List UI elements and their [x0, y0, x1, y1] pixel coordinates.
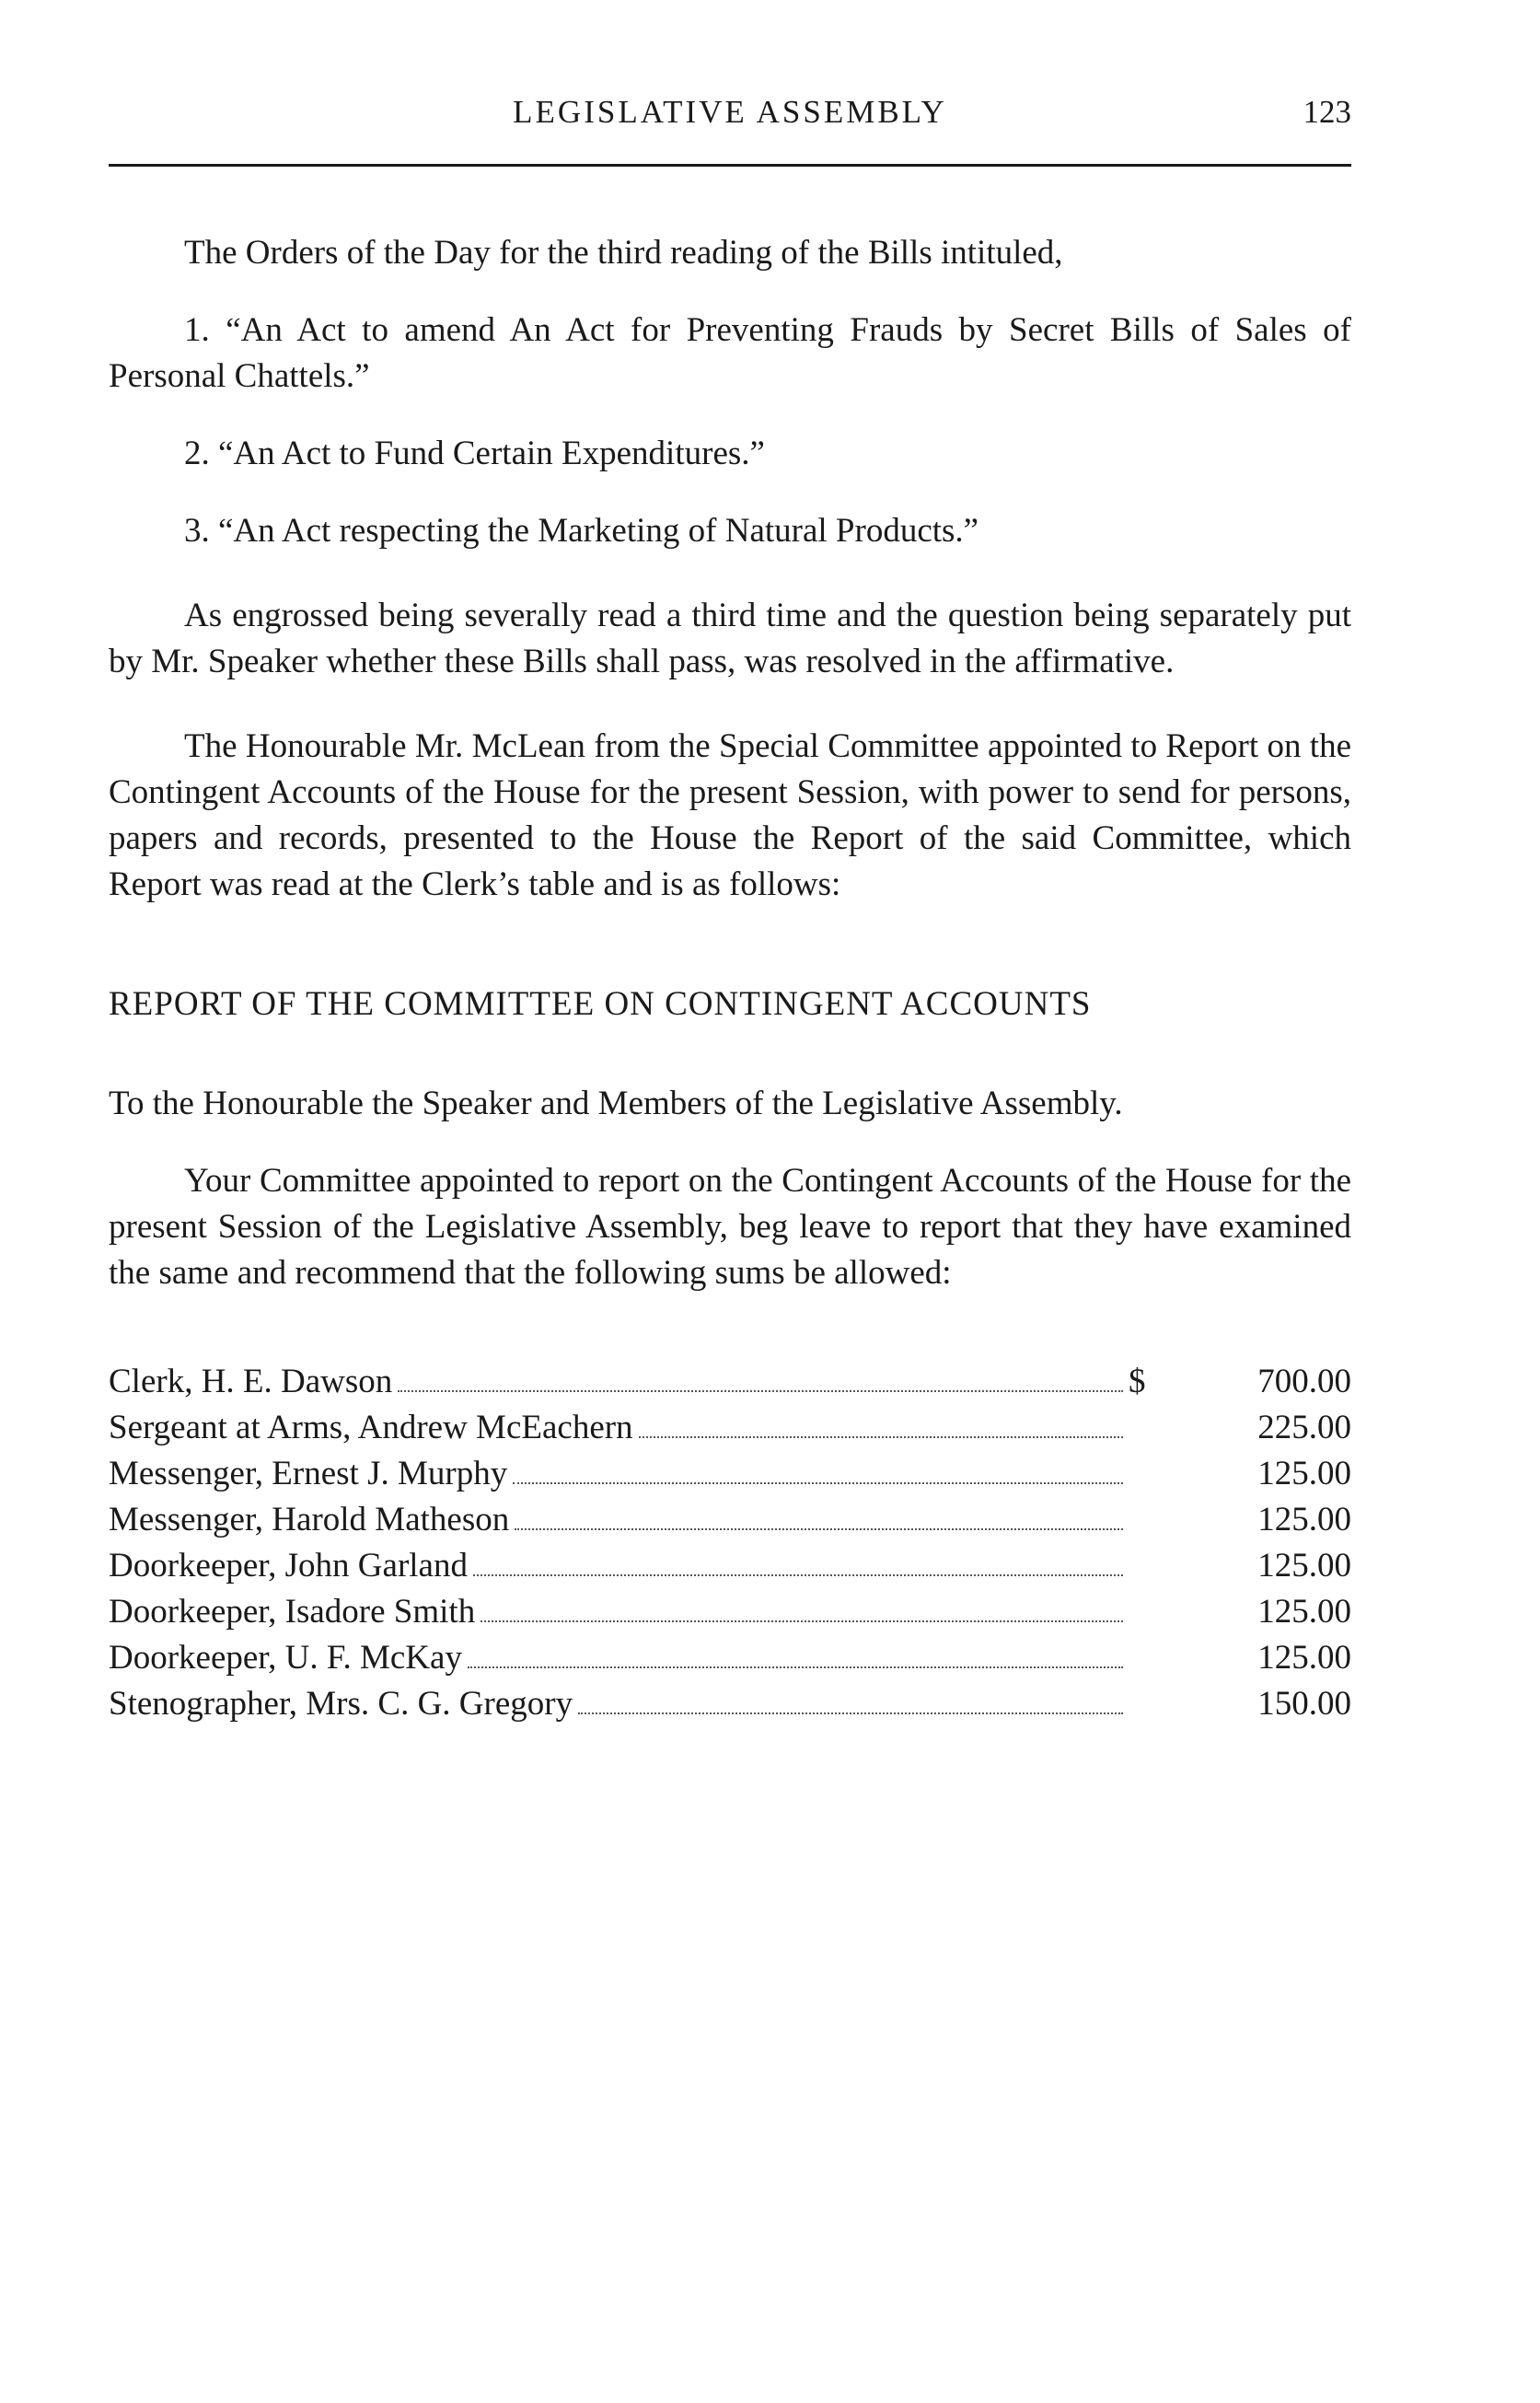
account-row: [109, 1681, 1351, 1727]
dot-leader: [639, 1436, 1123, 1438]
engrossed-paragraph: As engrossed being severally read a third time and the question being separately put by Mr. Speaker whether these Bills shall pass, was resolved in the affirmative.: [109, 597, 1351, 680]
currency-symbol: $: [1129, 1363, 1146, 1400]
account-row: [109, 1497, 1351, 1543]
account-amount: 125.00: [1257, 1547, 1351, 1585]
running-title: LEGISLATIVE ASSEMBLY: [513, 94, 947, 130]
account-label: Messenger, Ernest J. Murphy: [109, 1455, 508, 1492]
page-number: 123: [1303, 94, 1351, 130]
dot-leader: [515, 1528, 1123, 1530]
account-label: Sergeant at Arms, Andrew McEachern: [109, 1409, 633, 1446]
dot-leader: [513, 1482, 1123, 1484]
account-label: Doorkeeper, Isadore Smith: [109, 1593, 476, 1631]
account-label: Messenger, Harold Matheson: [109, 1501, 510, 1538]
address-paragraph: To the Honourable the Speaker and Members of the Legislative Assembly.: [109, 1085, 1123, 1122]
account-row: [109, 1451, 1351, 1497]
orders-intro-paragraph: The Orders of the Day for the third reading of the Bills intituled,: [184, 234, 1063, 272]
account-row: [109, 1405, 1351, 1451]
mclean-paragraph: The Honourable Mr. McLean from the Special Committee appointed to Report on the Contingent Accounts of the House for the present Session, with power to send for persons, papers and records, presented to the House the Report of the said Committee, which Report was read at the Clerk’s table and is as follows:: [109, 727, 1351, 903]
account-label: Doorkeeper, John Garland: [109, 1547, 468, 1585]
bill-item-3: 3. “An Act respecting the Marketing of Natural Products.”: [184, 512, 979, 550]
account-row: [109, 1589, 1351, 1635]
bill-item-2: 2. “An Act to Fund Certain Expenditures.”: [184, 435, 765, 472]
account-label: Stenographer, Mrs. C. G. Gregory: [109, 1685, 573, 1723]
account-row: [109, 1359, 1351, 1405]
bill-item-1: 1. “An Act to amend An Act for Preventing Frauds by Secret Bills of Sales of Personal Chattels.”: [109, 311, 1351, 395]
account-row: [109, 1635, 1351, 1681]
committee-paragraph: Your Committee appointed to report on the Contingent Accounts of the House for the present Session of the Legislative Assembly, beg leave to report that they have examined the same and recommend that the following sums be allowed:: [109, 1162, 1351, 1292]
dot-leader: [468, 1666, 1123, 1668]
account-label: Doorkeeper, U. F. McKay: [109, 1639, 462, 1677]
page-body: [109, 230, 1351, 1727]
dot-leader: [398, 1390, 1123, 1392]
account-amount: 125.00: [1257, 1455, 1351, 1492]
account-row: [109, 1543, 1351, 1589]
report-heading: REPORT OF THE COMMITTEE ON CONTINGENT ACCOUNTS: [109, 985, 1092, 1023]
header-rule: [109, 164, 1351, 167]
page-header: [109, 85, 1351, 140]
account-amount: 125.00: [1257, 1593, 1351, 1631]
account-amount: 125.00: [1257, 1639, 1351, 1677]
account-amount: 150.00: [1257, 1685, 1351, 1723]
account-amount: 225.00: [1257, 1409, 1351, 1446]
account-label: Clerk, H. E. Dawson: [109, 1363, 393, 1400]
account-amount: 125.00: [1257, 1501, 1351, 1538]
dot-leader: [578, 1712, 1123, 1714]
dot-leader: [481, 1620, 1123, 1622]
account-amount: 700.00: [1257, 1363, 1351, 1400]
dot-leader: [473, 1574, 1123, 1576]
accounts-list: [109, 1359, 1351, 1727]
